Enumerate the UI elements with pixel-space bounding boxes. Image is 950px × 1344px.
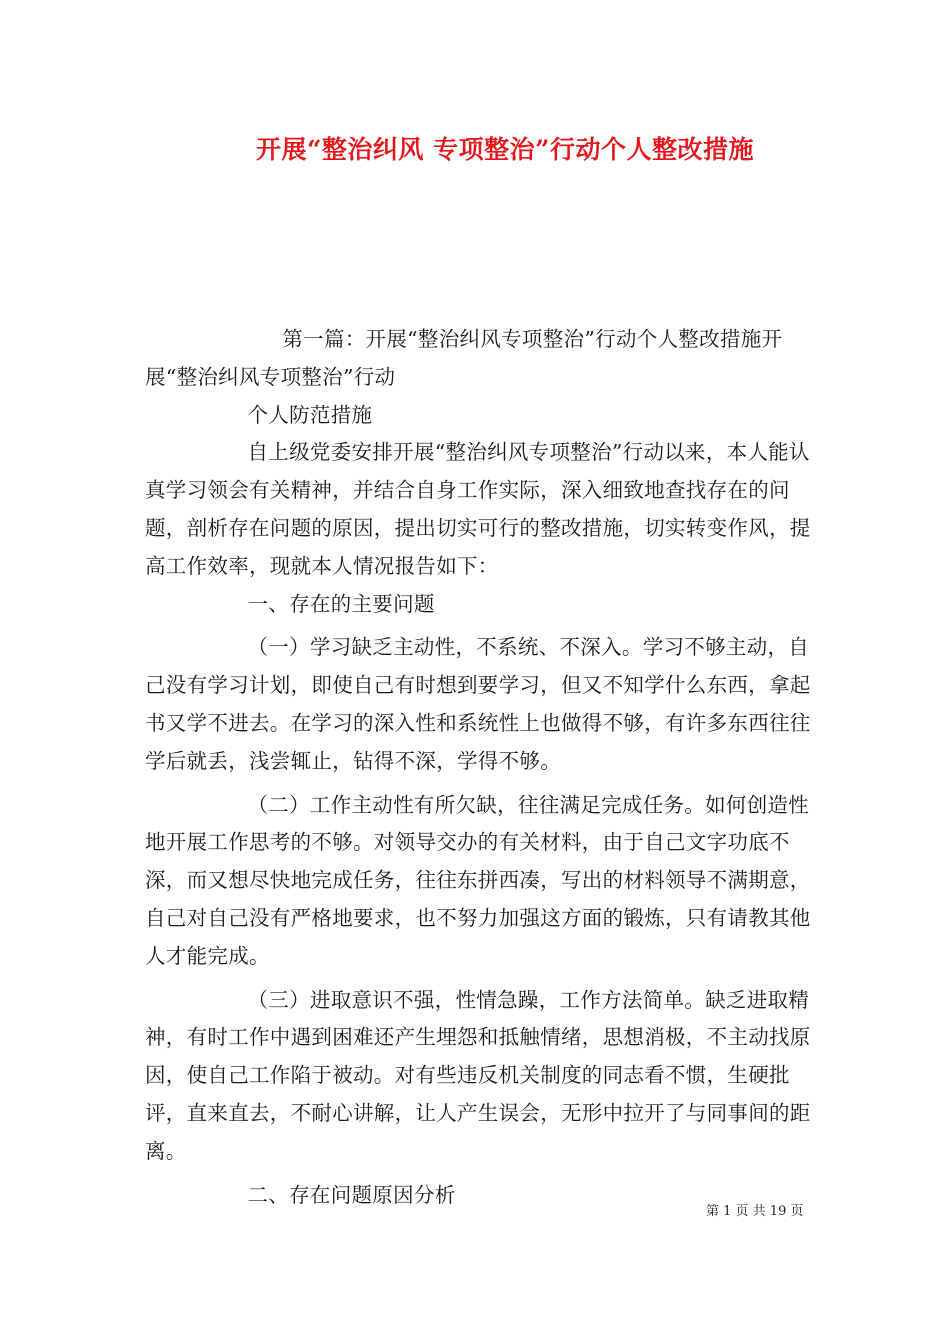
paragraph-chapter-heading: 第一篇：开展“整治纠风专项整治”行动个人整改措施开展“整治纠风专项整治”行动: [145, 327, 783, 389]
page-number: 第 1 页 共 19 页: [706, 1204, 804, 1219]
paragraph-problem-3: （三）进取意识不强，性情急躁，工作方法简单。缺乏进取精神，有时工作中遇到困难还产生埋怨和抵触情绪，思想消极，不主动找原因，使自己工作陷于被动。对有些违反机关制度的同志看不惯，生硬批评，直来直去，不耐心讲解，让人产生误会，无形中拉开了与同事间的距离。: [145, 987, 811, 1163]
paragraph-subtitle: 个人防范措施: [247, 402, 373, 427]
paragraph-problem-2: （二）工作主动性有所欠缺，往往满足完成任务。如何创造性地开展工作思考的不够。对领导交办的有关材料，由于自己文字功底不深，而又想尽快地完成任务，往往东拼西凑，写出的材料领导不满期意，自己对自己没有严格地要求，也不努力加强这方面的锻炼，只有请教其他人才能完成。: [145, 792, 811, 968]
document-body: [145, 321, 813, 1214]
document-title: 开展“整治纠风 专项整治”行动个人整改措施: [256, 135, 754, 164]
paragraph-intro: 自上级党委安排开展“整治纠风专项整治”行动以来，本人能认真学习领会有关精神，并结合自身工作实际，深入细致地查找存在的问题，剖析存在问题的原因，提出切实可行的整改措施，切实转变作风，提高工作效率，现就本人情况报告如下：: [145, 440, 811, 578]
section-heading-analysis: 二、存在问题原因分析: [247, 1182, 456, 1207]
section-heading-problems: 一、存在的主要问题: [247, 591, 435, 616]
paragraph-problem-1: （一）学习缺乏主动性，不系统、不深入。学习不够主动，自己没有学习计划，即使自己有时想到要学习，但又不知学什么东西，拿起书又学不进去。在学习的深入性和系统性上也做得不够，有许多东西往往学后就丢，浅尝辄止，钻得不深，学得不够。: [145, 635, 811, 773]
